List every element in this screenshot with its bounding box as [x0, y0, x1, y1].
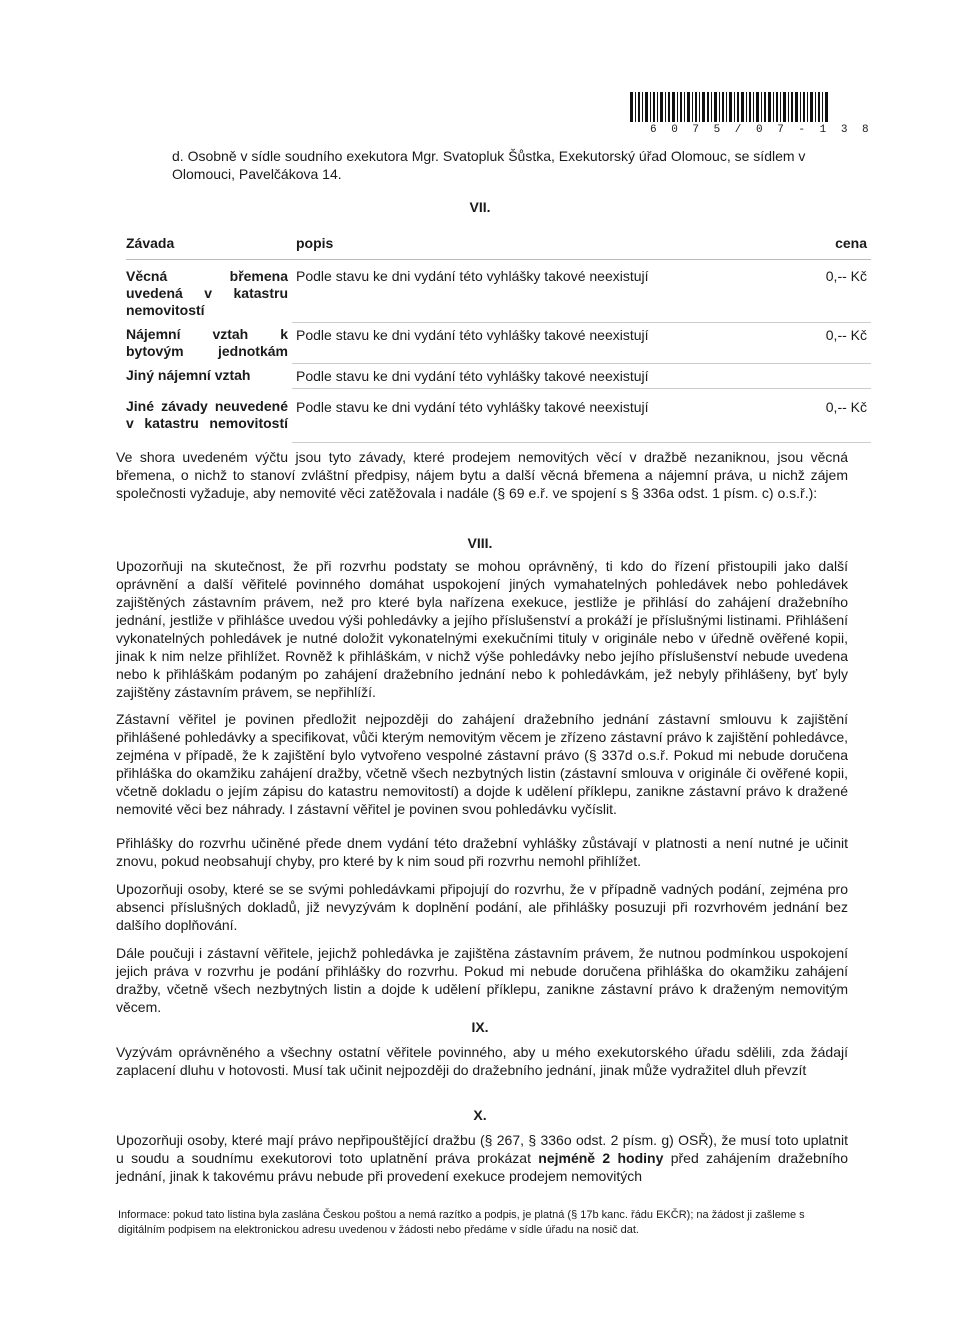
section-x-text-start: Upozorňuji osoby, které mají právo nepřipouštějící dražbu (§ 267, § 336o odst. 2 písm. g) OSŘ), že musí toto uplatnit u soudu a soudnímu exekutorovi toto uplatnění práva prokázat: [116, 1132, 848, 1166]
defects-table: [126, 231, 871, 443]
section-viii-para-5: Dále poučuji i zástavní věřitele, jejichž pohledávka je zajištěna zástavním právem, že nutnou podmínkou uspokojení jejich práva v rozvrhu je podání přihlášky do rozvrhu. Pokud mi nebude doručena přihláška do okamžiku zahájení dražby, včetně všech nezbytných listin a dojde k udělení příklepu, zanikne zástavní právo k draženým nemovitým věcem.: [116, 945, 848, 1015]
price-cell: 0,-- Kč: [804, 388, 871, 442]
section-x-heading: X.: [473, 1107, 487, 1123]
price-cell: [804, 363, 871, 388]
table-header-row: [126, 231, 871, 260]
defect-cell: Jiné závady neuvedené v katastru nemovitostí: [126, 398, 288, 431]
col-price-header: cena: [804, 231, 871, 260]
col-defect-header: Závada: [126, 231, 292, 260]
table-row: [126, 388, 871, 442]
defect-cell: Nájemní vztah k bytovým jednotkám: [126, 326, 288, 359]
section-viii-heading: VIII.: [467, 535, 493, 551]
barcode-number: 6 0 7 5 / 0 7 - 1 3 8: [650, 124, 873, 136]
price-cell: 0,-- Kč: [804, 322, 871, 363]
item-d-text: d. Osobně v sídle soudního exekutora Mgr. Svatopluk Šůstka, Exekutorský úřad Olomouc, se sídlem v Olomouci, Pavelčákova 14.: [172, 148, 806, 182]
barcode: [630, 92, 830, 122]
section-viii-para-2: Zástavní věřitel je povinen předložit nejpozději do zahájení dražebního jednání zástavní smlouvu k zajištění přihlášené pohledávky a specifikovat, vůči kterým nemovitým věcem je zřízeno zástavní právo k zajištění pohledávce, zejména v případě, že k zajištění bylo vytvořeno vespolné zástavní právo (§ 337d o.s.ř. Pokud mi nebude doručena přihláška do okamžiku zahájení dražby, včetně všech nezbytných listin (zástavní smlouva v originále či ověřené kopii, včetně dokladu o jejím zápisu do katastru nemovitostí) a dojde k udělení příklepu, zanikne zástavní právo k dražené nemovité věci bez náhrady. I zástavní věřitel je povinen svou pohledávku vyčíslit.: [116, 711, 848, 817]
table-row: [126, 363, 871, 388]
section-ix-heading: IX.: [471, 1019, 489, 1035]
table-row: [126, 260, 871, 323]
footer-info: Informace: pokud tato listina byla zaslána Českou poštou a nemá razítko a podpis, je platná (§ 17b kanc. řádu EKČR); na žádost ji zašleme s digitálním podpisem na elektronickou adresu uvedenou v žádosti nebo předáme v sídle úřadu na nosič dat.: [118, 1209, 805, 1236]
desc-cell: Podle stavu ke dni vydání této vyhlášky takové neexistují: [292, 322, 804, 363]
desc-cell: Podle stavu ke dni vydání této vyhlášky takové neexistují: [292, 363, 804, 388]
section-ix-para-1: Vyzývám oprávněného a všechny ostatní věřitele povinného, aby u mého exekutorského úřadu sdělili, zda žádají zaplacení dluhu v hotovosti. Musí tak učinit nejpozději do dražebního jednání, jinak může vydražitel dluh převzít: [116, 1044, 848, 1078]
section-x-emphasis: nejméně 2 hodiny: [538, 1150, 664, 1166]
section-x-para-1: [116, 1131, 848, 1185]
section-viii-para-4: Upozorňuji osoby, které se se svými pohledávkami připojují do rozvrhu, že v případně vadných podání, zejména pro absenci příslušných dokladů, již nevyzývám k doplnění podání, ale přihlášky posuzuji při rozvrhovém jednání bez dalšího doplňování.: [116, 881, 848, 933]
section-x-text-end: před zahájením dražebního jednání, jinak k takovému právu nebude při provedení exekuce prodejem nemovitých: [116, 1150, 848, 1184]
defect-cell: Jiný nájemní vztah: [126, 367, 251, 383]
col-desc-header: popis: [292, 231, 804, 260]
defect-cell: Věcná břemena uvedená v katastru nemovitostí: [126, 268, 288, 318]
section-vii-note: Ve shora uvedeném výčtu jsou tyto závady, které prodejem nemovitých věcí v dražbě nezaniknou, jsou věcná břemena, o nichž to stanoví zvláštní předpisy, nájem bytu a další věcná břemena a nájemní práva, u nichž zájem společnosti vyžaduje, aby nemovité věci zatěžovala i nadále (§ 69 e.ř. ve spojení s § 336a odst. 1 písm. c) o.s.ř.):: [116, 449, 848, 501]
price-cell: 0,-- Kč: [804, 260, 871, 323]
section-vii-heading: VII.: [469, 199, 491, 215]
desc-cell: Podle stavu ke dni vydání této vyhlášky takové neexistují: [292, 260, 804, 323]
desc-cell: Podle stavu ke dni vydání této vyhlášky takové neexistují: [292, 388, 804, 442]
section-viii-para-1: Upozorňuji na skutečnost, že při rozvrhu podstaty se mohou oprávněný, ti kdo do řízení přistoupili jako další oprávnění a další věřitelé povinného domáhat uspokojení jiných vymahatelných pohledávek nebo pohledávek zajištěných zástavním právem, než pro které byla nařízena exekuce, jestliže je přihlásí do zahájení dražebního jednání, jestliže v přihlášce uvedou výši pohledávky a jejího příslušenství a prokáží je příslušnými listinami. Přihlášení vykonatelných pohledávek je nutné doložit vykonatelnými exekučními tituly v originále nebo v úředně ověřené kopii, jinak k nim nelze přihlížet. Rovněž k přihláškám, v nichž výše pohledávky nebo jejího příslušenství nebude uvedena nebo k přihláškám podaným po zahájení dražebního jednání nebo k pohledávkám, jež nebyly přihlášeny, byť byly zajištěny zástavním právem, se nepřihlíží.: [116, 558, 848, 700]
table-row: [126, 322, 871, 363]
section-viii-para-3: Přihlášky do rozvrhu učiněné přede dnem vydání této dražební vyhlášky zůstávají v platnosti a není nutné je učinit znovu, pokud neobsahují chyby, pro které by k nim soud při rozvrhu nemohl přihlížet.: [116, 835, 848, 869]
